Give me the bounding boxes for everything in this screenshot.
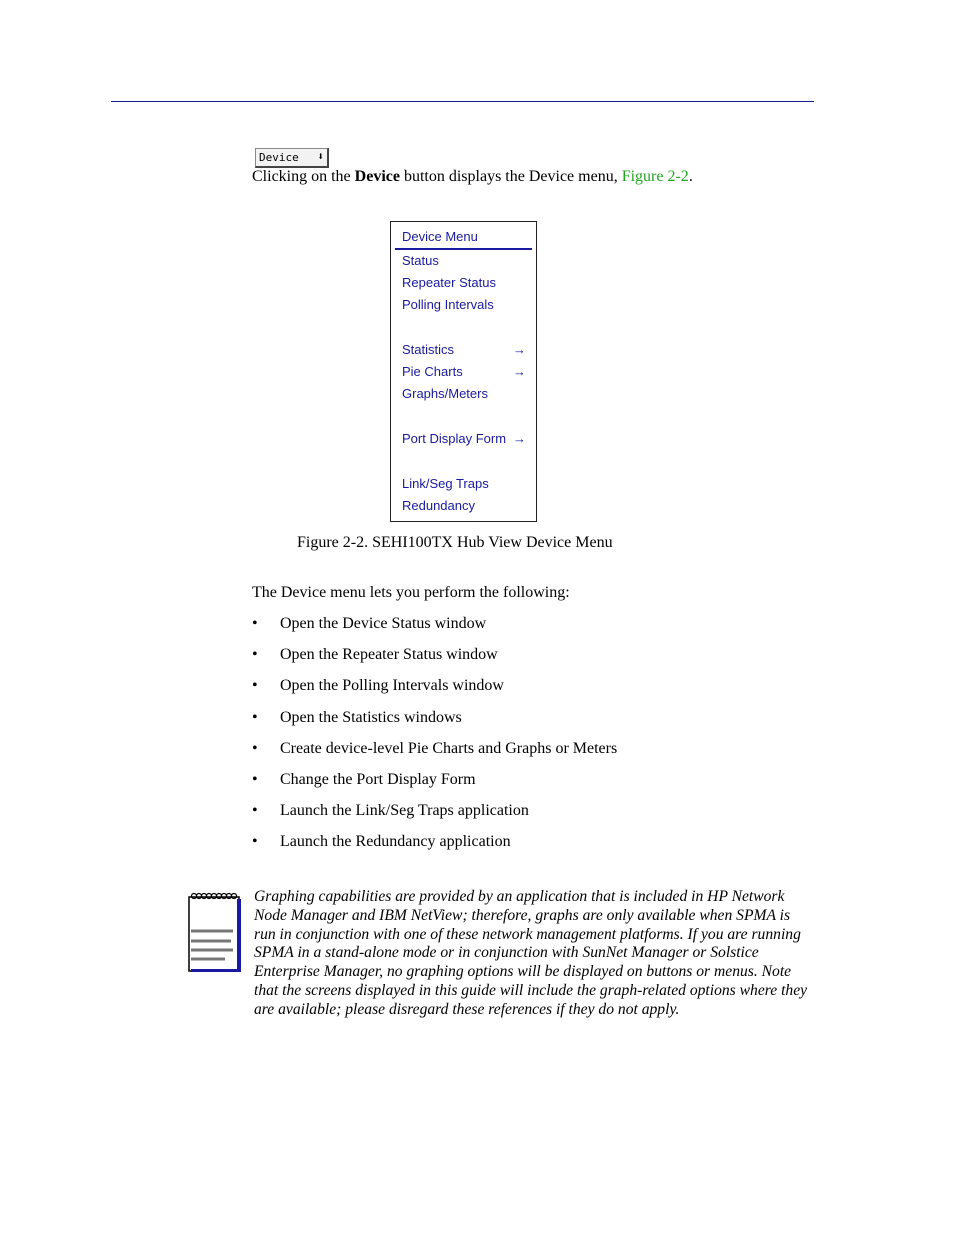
intro-sentence: Clicking on the Device button displays the Device menu, Figure 2-2.	[252, 168, 693, 185]
menu-item-pie-charts[interactable]: Pie Charts →	[402, 364, 526, 379]
submenu-arrow-icon: →	[513, 364, 526, 379]
list-item: • Open the Repeater Status window	[252, 646, 498, 664]
device-button[interactable]	[255, 148, 329, 168]
list-item: • Launch the Redundancy application	[252, 833, 511, 851]
list-item: • Change the Port Display Form	[252, 770, 476, 788]
note-text: Graphing capabilities are provided by an application that is included in HP Network Node Manager and IBM NetView; therefore, graphs are only available when SPMA is run in conjunction with one of these network management platforms. If you are running SPMA in a stand-alone mode or in conjunction with SunNet Manager or Solstice Enterprise Manager, no graphing options will be displayed on buttons or menus. Note that the screens displayed in this guide will include the graph-related options where they are available; please disregard these references if they do not apply.	[254, 888, 808, 1018]
list-item: • Open the Device Status window	[252, 615, 487, 632]
down-arrow-icon: ⬇	[317, 150, 324, 163]
intro-paragraph: The Device menu lets you perform the following:	[252, 584, 570, 601]
submenu-arrow-icon: →	[513, 431, 526, 446]
menu-title-divider	[395, 248, 532, 250]
header-rule	[111, 101, 814, 102]
figure-link[interactable]: Figure 2-2	[621, 168, 689, 185]
bullet-icon: •	[252, 708, 258, 726]
menu-item-link-seg-traps[interactable]: Link/Seg Traps	[402, 476, 489, 491]
notepad-icon	[187, 891, 243, 973]
menu-item-graphs-meters[interactable]: Graphs/Meters	[402, 386, 488, 401]
menu-item-status[interactable]: Status	[402, 253, 439, 268]
device-term: Device	[354, 168, 400, 185]
bullet-icon: •	[252, 739, 258, 757]
bullet-icon: •	[252, 802, 258, 820]
list-item: • Create device-level Pie Charts and Graphs or Meters	[252, 739, 618, 757]
menu-item-port-display-form[interactable]: Port Display Form →	[402, 431, 526, 446]
menu-item-statistics[interactable]: Statistics →	[402, 342, 526, 357]
device-menu-title: Device Menu	[402, 229, 478, 244]
bullet-icon: •	[252, 833, 258, 851]
bullet-icon: •	[252, 615, 258, 632]
bullet-icon: •	[252, 677, 258, 695]
bullet-icon: •	[252, 646, 258, 664]
submenu-arrow-icon: →	[513, 342, 526, 357]
figure-caption: Figure 2-2. SEHI100TX Hub View Device Menu	[297, 534, 613, 551]
feature-list	[252, 615, 617, 865]
device-menu	[390, 221, 537, 522]
menu-item-redundancy[interactable]: Redundancy	[402, 498, 475, 513]
device-button-label: Device	[259, 151, 299, 164]
list-item: • Open the Statistics windows	[252, 708, 462, 726]
list-item: • Open the Polling Intervals window	[252, 677, 504, 695]
menu-item-repeater-status[interactable]: Repeater Status	[402, 275, 496, 290]
bullet-icon: •	[252, 770, 258, 788]
list-item: • Launch the Link/Seg Traps application	[252, 802, 529, 820]
menu-item-polling-intervals[interactable]: Polling Intervals	[402, 297, 494, 312]
